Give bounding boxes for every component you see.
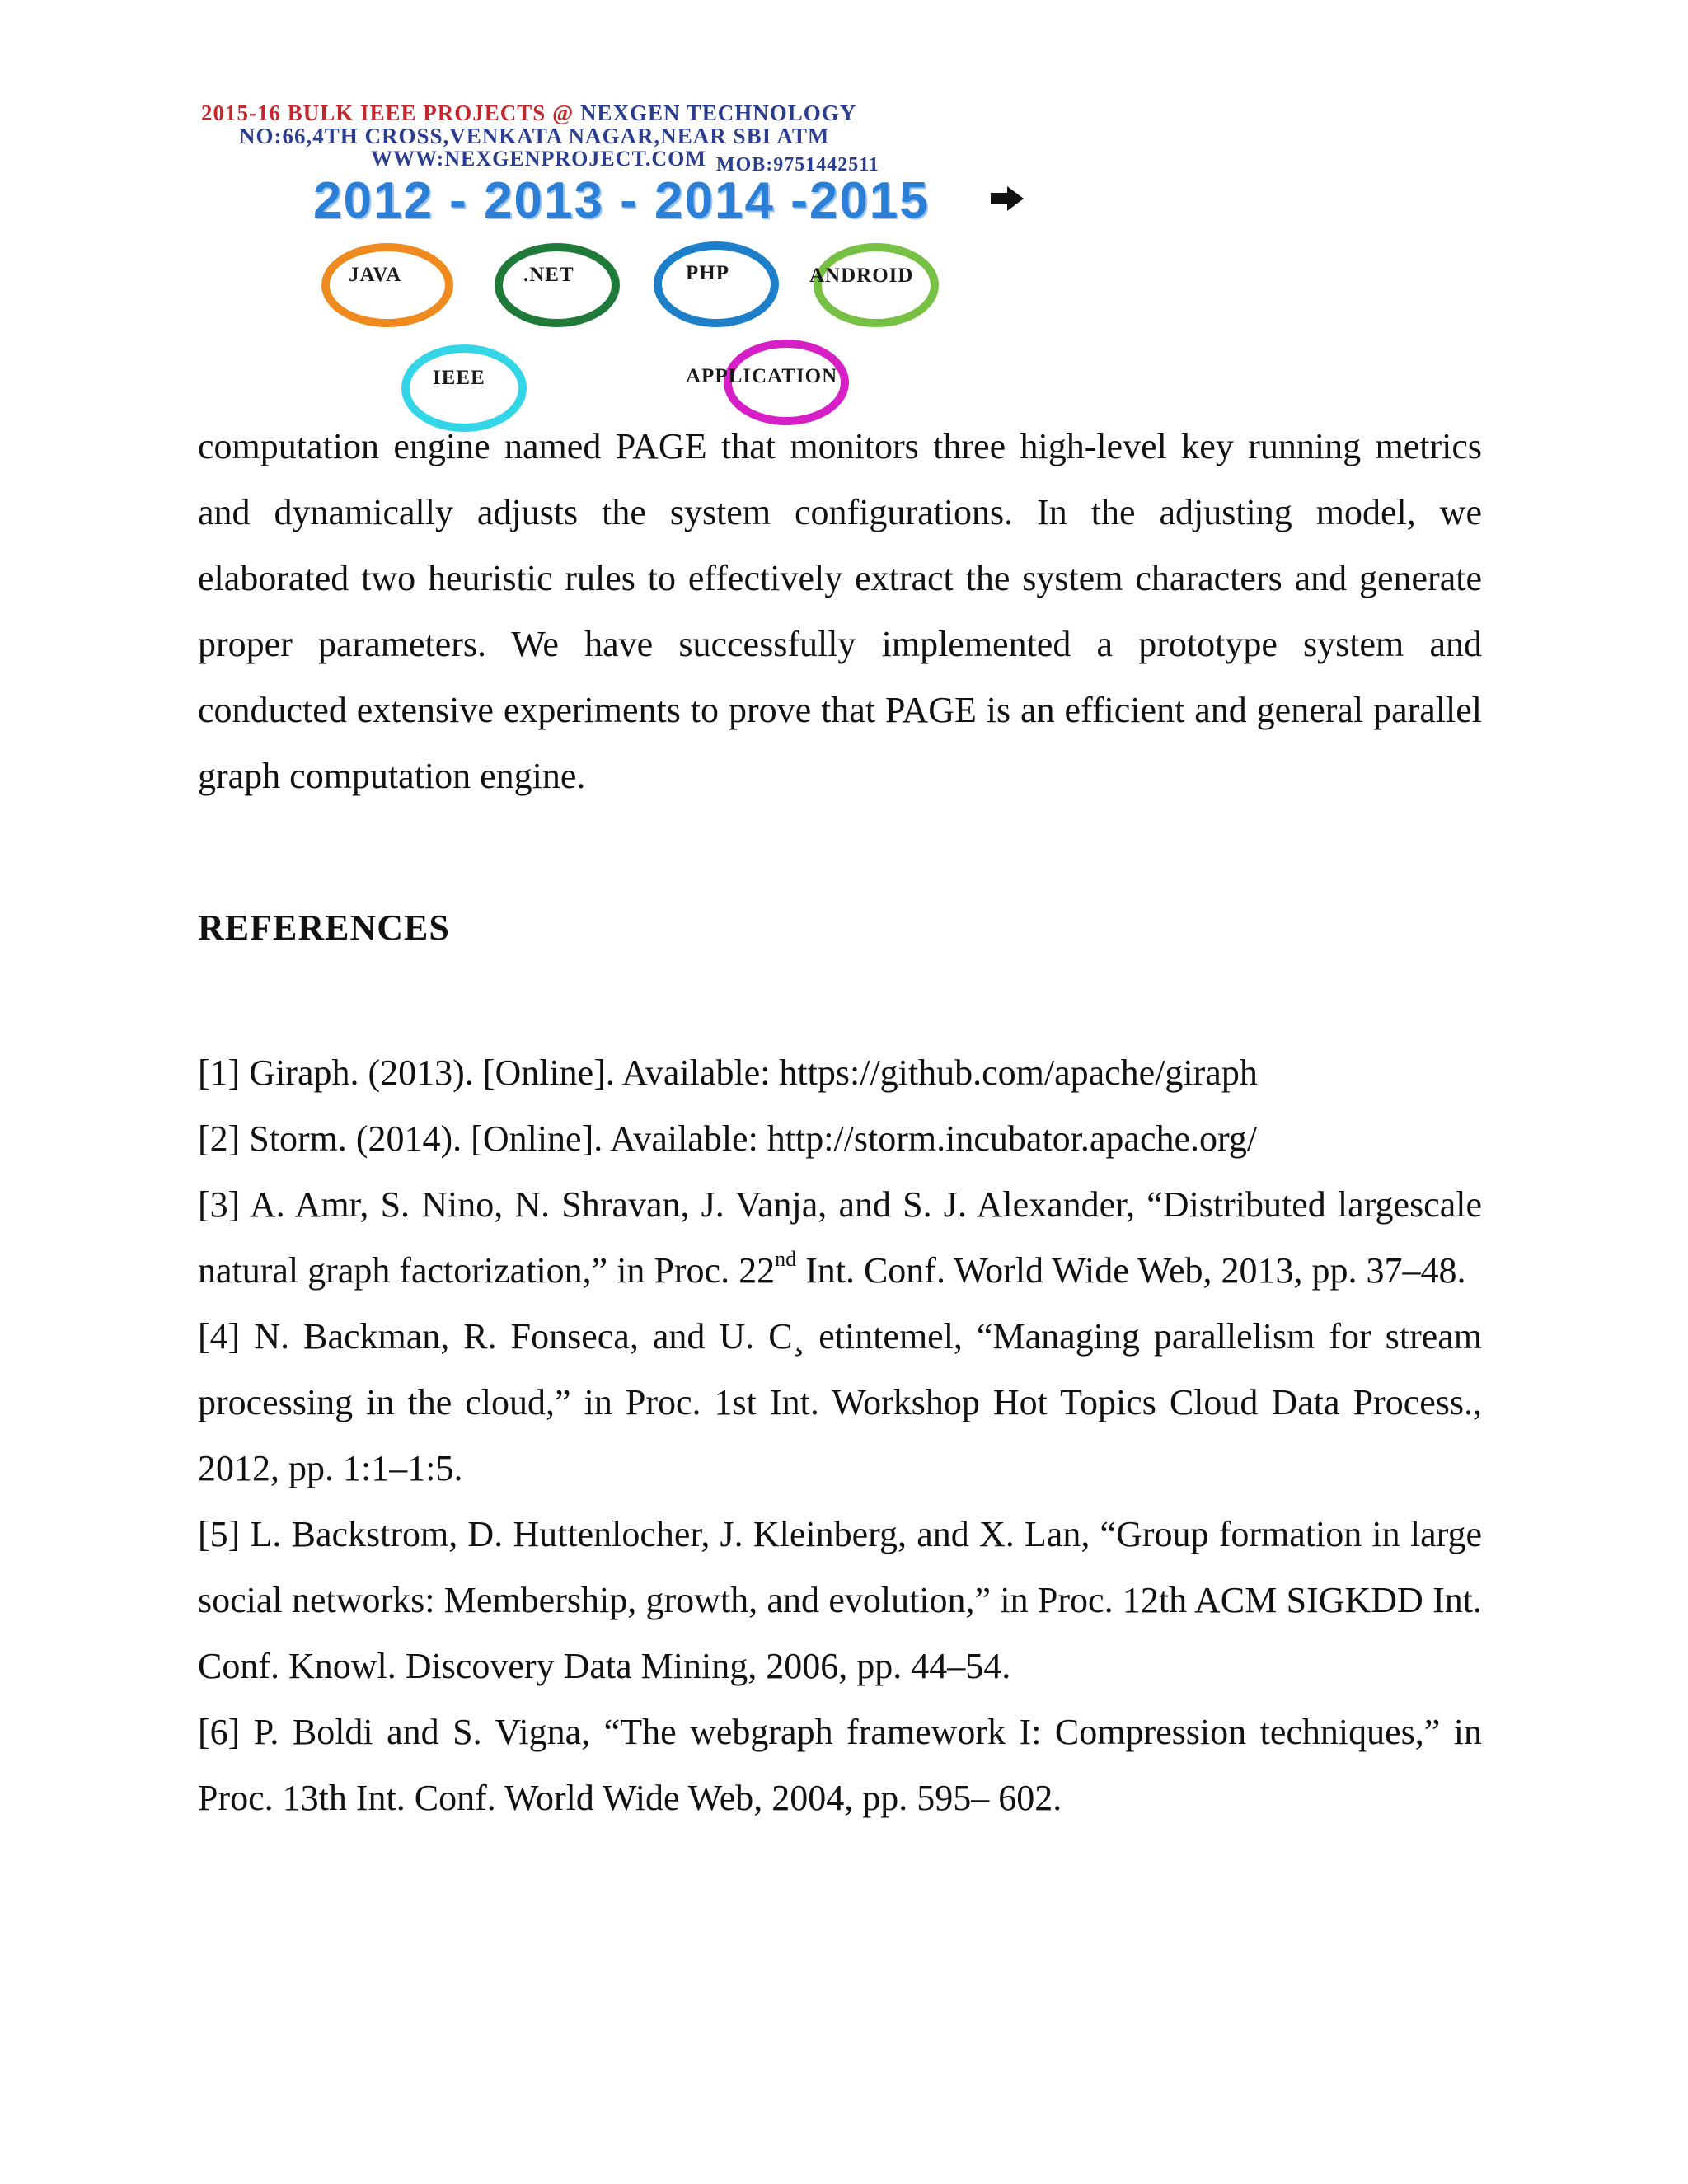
- badge-label-java: JAVA: [349, 264, 402, 286]
- banner-line-3: [371, 147, 879, 176]
- badge-label-android: ANDROID: [809, 265, 914, 287]
- arrow-right-icon: [989, 185, 1025, 213]
- reference-2: [2] Storm. (2014). [Online]. Available: http://storm.incubator.apache.org/: [198, 1118, 1258, 1159]
- reference-4: [4] N. Backman, R. Fonseca, and U. C¸ etintemel, “Managing parallelism for stream processing in the cloud,” in Proc. 1st Int. Workshop Hot Topics Cloud Data Process., 2012, pp. 1:1–1:5.: [198, 1316, 1482, 1488]
- conclusion-paragraph: computation engine named PAGE that monitors three high-level key running metrics and dynamically adjusts the system configurations. In the adjusting model, we elaborated two heuristic rules to effectively extract the system characters and generate proper parameters. We have successfully implemented a prototype system and conducted extensive experiments to prove that PAGE is an efficient and general parallel graph computation engine.: [198, 426, 1482, 796]
- banner-mobile: MOB:9751442511: [715, 154, 879, 176]
- superscript-ordinal: nd: [775, 1247, 797, 1272]
- banner-line-2: NO:66,4TH CROSS,VENKATA NAGAR,NEAR SBI ATM: [239, 124, 830, 148]
- reference-5: [5] L. Backstrom, D. Huttenlocher, J. Kleinberg, and X. Lan, “Group formation in large social networks: Membership, growth, and evolution,” in Proc. 12th ACM SIGKDD Int. Conf. Knowl. Discovery Data Mining, 2006, pp. 44–54.: [198, 1514, 1482, 1686]
- references-list: [198, 1040, 1482, 1831]
- badge-label-ieee: IEEE: [433, 367, 485, 389]
- reference-3: [3] A. Amr, S. Nino, N. Shravan, J. Vanja, and S. J. Alexander, “Distributed largescale natural graph factorization,” in Proc. 22nd Int. Conf. World Wide Web, 2013, pp. 37–48.: [198, 1184, 1482, 1291]
- badge-label-dotnet: .NET: [523, 264, 574, 286]
- reference-6: [6] P. Boldi and S. Vigna, “The webgraph framework I: Compression techniques,” in Proc. 13th Int. Conf. World Wide Web, 2004, pp. 595– 602.: [198, 1712, 1482, 1818]
- project-banner: [198, 91, 1039, 429]
- banner-years: 2012 - 2013 - 2014 -2015: [313, 172, 930, 229]
- references-heading: REFERENCES: [198, 907, 450, 948]
- banner-line-1: 2015-16 BULK IEEE PROJECTS @ NEXGEN TECHNOLOGY: [201, 101, 857, 125]
- banner-website: WWW:NEXGENPROJECT.COM: [371, 147, 706, 171]
- badge-label-application: APPLICATION: [686, 365, 838, 387]
- reference-1: [1] Giraph. (2013). [Online]. Available: https://github.com/apache/giraph: [198, 1052, 1258, 1093]
- badge-label-php: PHP: [686, 262, 729, 284]
